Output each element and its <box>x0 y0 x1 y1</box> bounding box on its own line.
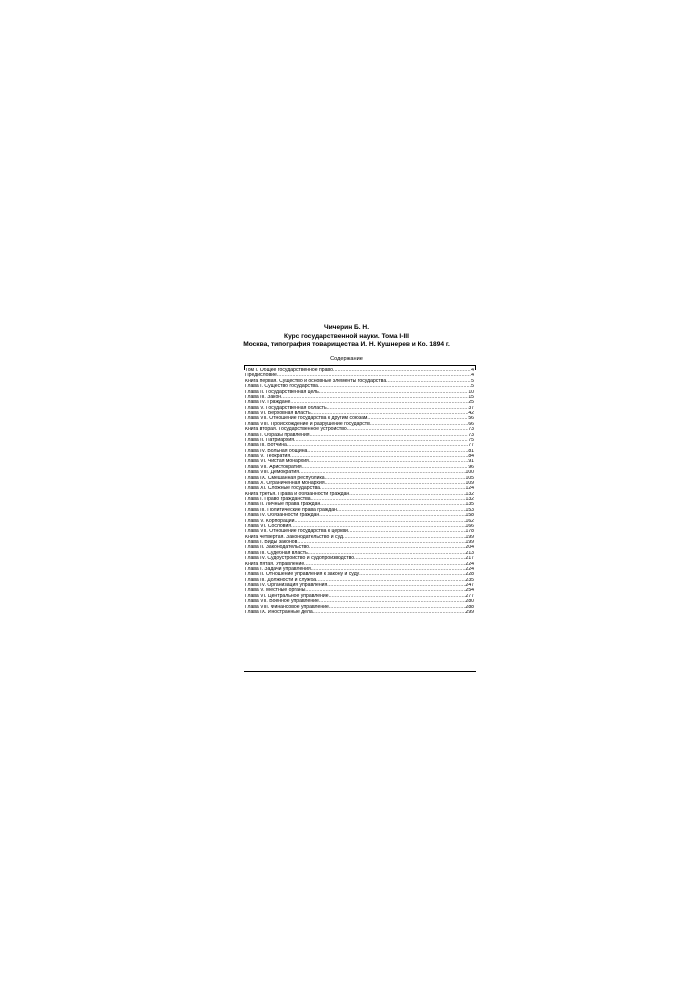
toc-entry-page: 277 <box>465 593 474 599</box>
toc-entry-title: Книга четвертая. Законодательство и суд <box>245 534 343 540</box>
toc-entry-title: Глава III. Судебная власть <box>245 550 308 556</box>
book-title: Курс государственной науки. Тома I-III <box>284 332 409 340</box>
toc-entry-page: 132 <box>465 497 474 502</box>
table-of-contents <box>245 368 474 615</box>
toc-entry-page: 162 <box>465 518 474 524</box>
toc-entry-title: Том I. Общее государственное право <box>245 368 333 373</box>
toc-entry-title: Глава I. Виды законов <box>245 540 298 545</box>
toc-entry-page: 84 <box>468 454 474 459</box>
toc-entry-page: 73 <box>468 432 474 438</box>
toc-entry-title: Глава VI. Центральное управление <box>245 593 329 599</box>
toc-entry-page: 42 <box>468 411 474 416</box>
toc-entry-title: Глава VI. Сословия <box>245 523 292 529</box>
toc-entry-title: Глава V. Корпорации <box>245 518 295 524</box>
toc-entry <box>245 610 474 615</box>
toc-bottom-rule <box>244 671 476 672</box>
toc-entry-page: 100 <box>465 470 474 476</box>
toc-entry-title: Глава II. Законодательство <box>245 545 310 551</box>
toc-entry-page: 5 <box>471 384 474 390</box>
toc-entry-page: 4 <box>471 368 474 373</box>
toc-entry-title: Глава IV. Обязанности граждан <box>245 513 320 519</box>
toc-entry-title: Глава IV. Организация управления <box>245 583 328 588</box>
toc-entry-page: 199 <box>465 534 474 540</box>
toc-entry-title: Глава V. Государственная область <box>245 405 327 411</box>
toc-entry-page: 213 <box>465 550 474 556</box>
toc-entry-page: 235 <box>465 577 474 583</box>
toc-entry-title: Глава VII. Отношение государства к другим союзам <box>245 416 368 422</box>
toc-entry-page: 288 <box>465 604 474 610</box>
toc-entry-page: 4 <box>471 373 474 379</box>
toc-entry-title: Глава I. Задачи управления <box>245 566 311 572</box>
toc-entry-title: Глава X. Ограниченная монархия <box>245 480 325 486</box>
toc-entry-title: Глава III. Политические права граждан <box>245 507 337 513</box>
toc-entry-title: Глава II. Патриархия <box>245 437 294 443</box>
toc-entry-title: Глава IV. Судоустройство и судопроизводство <box>245 556 355 562</box>
toc-entry-title: Книга пятая. Управление <box>245 561 305 567</box>
toc-entry-title: Глава VIII. Финансовое управление <box>245 604 329 610</box>
toc-entry-page: 132 <box>465 491 474 497</box>
toc-entry-title: Глава VIII. Происхождение и разрушение государств <box>245 421 370 427</box>
contents-heading: Содержание <box>330 356 363 362</box>
toc-entry-title: Глава II. Личные права граждан <box>245 502 321 508</box>
toc-entry-title: Глава IV. Вольная община <box>245 448 308 454</box>
toc-entry-title: Глава VI. Верховная власть <box>245 411 311 416</box>
toc-entry-page: 5 <box>471 378 474 384</box>
toc-entry-page: 37 <box>468 405 474 411</box>
toc-entry-title: Книга вторая. Государственное устройство <box>245 427 347 433</box>
toc-entry-title: Глава II. Отношение управления к закону и суду <box>245 572 360 578</box>
toc-entry-title: Глава I. Образы правления <box>245 432 310 438</box>
toc-entry-title: Глава VII. Аристократия <box>245 464 302 470</box>
toc-entry-title: Предисловие <box>245 373 277 379</box>
toc-entry-page: 15 <box>468 394 474 400</box>
toc-entry-title: Глава V. Теократия <box>245 454 291 459</box>
toc-entry-page: 178 <box>465 529 474 535</box>
toc-entry-title: Глава III. Должности и служба <box>245 577 317 583</box>
toc-entry-title: Глава VII. Военное управление <box>245 599 319 605</box>
toc-entry-title: Глава III. Вотчина <box>245 443 287 449</box>
toc-entry-title: Книга третья. Права и обязанности граждан <box>245 491 350 497</box>
toc-entry-title: Глава VII. Отношение государства к церкви <box>245 529 348 535</box>
toc-entry-title: Глава I. Право гражданства <box>245 497 311 502</box>
toc-entry-title: Глава V. Местные органы <box>245 588 306 594</box>
toc-entry-title: Глава VIII. Демократия <box>245 470 299 476</box>
toc-entry-title: Книга первая. Существо и основные элементы государства <box>245 378 387 384</box>
toc-entry-page: 77 <box>468 443 474 449</box>
toc-entry-page: 280 <box>465 599 474 605</box>
toc-entry-page: 25 <box>468 400 474 406</box>
toc-entry-page: 228 <box>465 572 474 578</box>
toc-entry-page: 10 <box>468 389 474 395</box>
toc-entry-page: 254 <box>465 588 474 594</box>
toc-entry-title: Глава VI. Чистая монархия <box>245 459 309 465</box>
toc-entry-title: Глава IV. Граждане <box>245 400 291 406</box>
toc-entry-page: 204 <box>465 545 474 551</box>
toc-entry-page: 217 <box>465 556 474 562</box>
toc-entry-page: 199 <box>465 540 474 545</box>
toc-entry-page: 299 <box>465 609 474 615</box>
toc-entry-title: Глава III. Закон <box>245 394 282 400</box>
toc-entry-title: Глава XI. Сложные государства <box>245 486 320 492</box>
toc-entry-page: 73 <box>468 427 474 433</box>
document-header <box>200 324 493 350</box>
toc-entry-title: Глава IX. Смешанная республика <box>245 475 325 481</box>
toc-entry-page: 247 <box>465 583 474 588</box>
toc-entry-page: 75 <box>468 437 474 443</box>
toc-entry-page: 96 <box>468 464 474 470</box>
toc-entry-page: 105 <box>465 475 474 481</box>
imprint-line: Москва, типография товарищества И. Н. Кушнерев и Ко. 1894 г. <box>243 341 450 349</box>
toc-entry-page: 158 <box>465 513 474 519</box>
toc-entry-page: 135 <box>465 502 474 508</box>
toc-entry-title: Глава II. Государственная цель <box>245 389 319 395</box>
toc-entry-page: 109 <box>465 480 474 486</box>
toc-entry-page: 81 <box>468 448 474 454</box>
toc-entry-title: Глава I. Существо государства <box>245 384 318 390</box>
toc-entry-page: 124 <box>465 486 474 492</box>
toc-entry-page: 166 <box>465 523 474 529</box>
toc-entry-title: Глава IX. Иностранные дела <box>245 609 313 615</box>
toc-dot-leader <box>313 610 466 615</box>
toc-entry-page: 224 <box>465 566 474 572</box>
toc-entry-page: 153 <box>465 507 474 513</box>
toc-entry-page: 66 <box>468 421 474 427</box>
author-line: Чичерин Б. Н. <box>323 324 370 331</box>
toc-entry-page: 224 <box>465 561 474 567</box>
toc-entry-page: 56 <box>468 416 474 422</box>
toc-entry-page: 91 <box>468 459 474 465</box>
